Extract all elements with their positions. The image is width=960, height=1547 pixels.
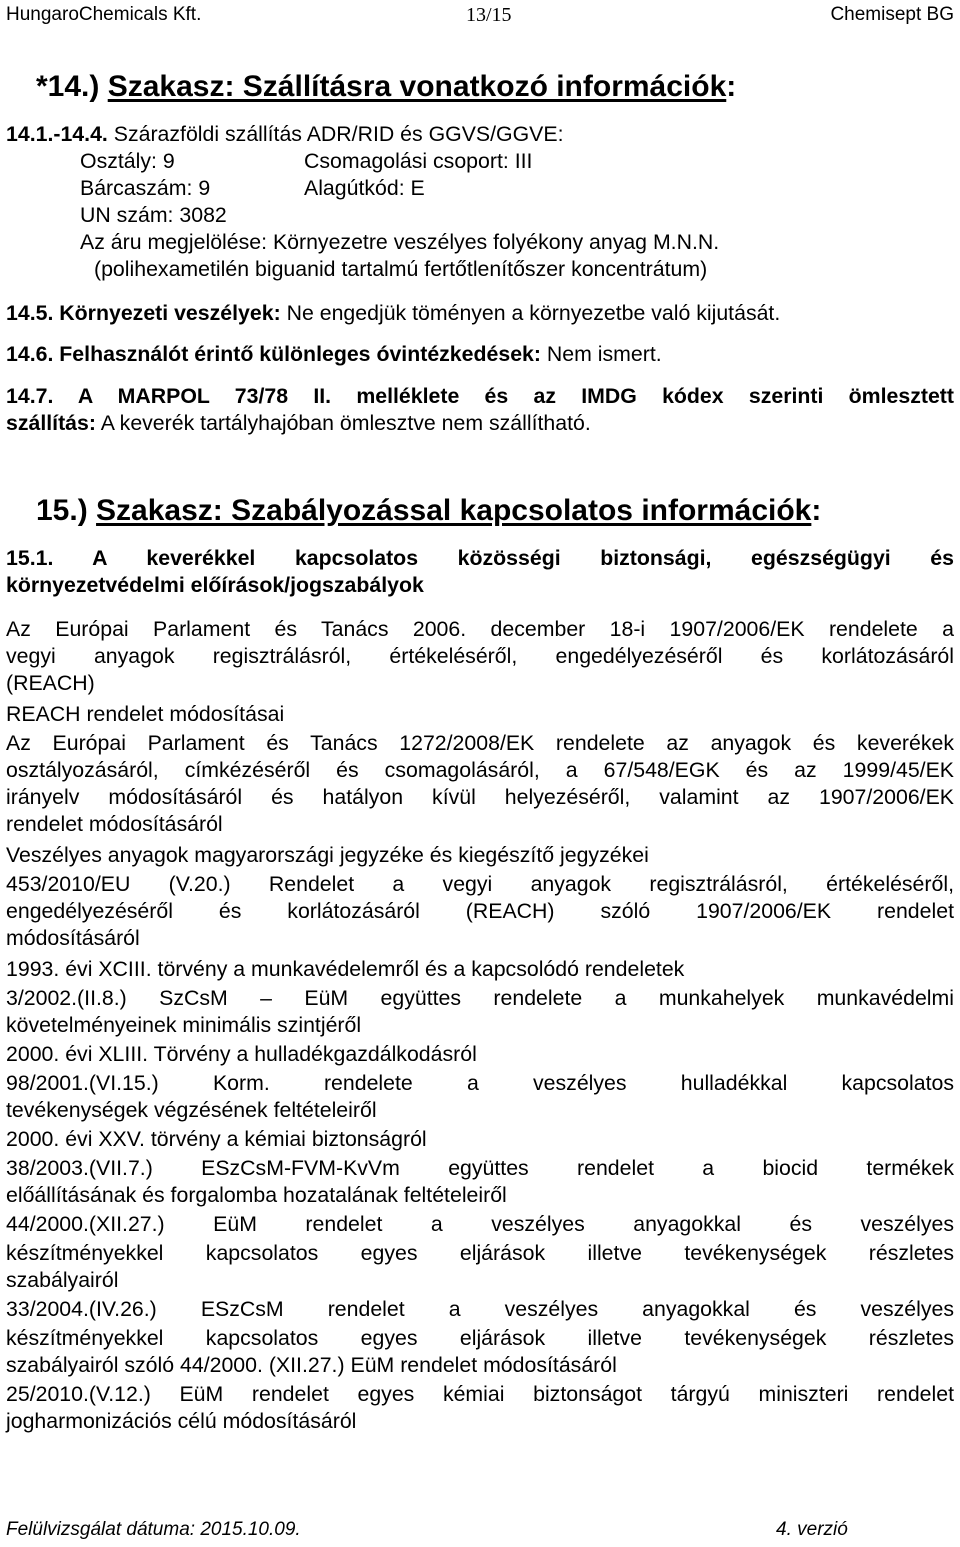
regulation-line: 25/2010.(V.12.) EüM rendelet egyes kémiai biztonságot tárgyú miniszteri rendelet — [6, 1382, 954, 1406]
company-name: HungaroChemicals Kft. — [6, 4, 202, 25]
regulation-line: Az Európai Parlament és Tanács 1272/2008/EK rendelete az anyagok és keverékek — [6, 731, 954, 755]
version-label: 4. verzió — [776, 1519, 848, 1540]
class-row: Osztály: 9 Csomagolási csoport: III — [80, 149, 533, 173]
subsection-15-1-cont: környezetvédelmi előírások/jogszabályok — [6, 573, 424, 597]
section-15-title: Szakasz: Szabályozással kapcsolatos információk — [96, 494, 812, 527]
regulation-line: engedélyezéséről és korlátozásáról (REACH) szóló 1907/2006/EK rendelet — [6, 899, 954, 923]
regulation-line: vegyi anyagok regisztrálásról, értékeléséről, engedélyezéséről és korlátozásáról — [6, 644, 954, 668]
section-14-number: *14.) — [36, 70, 100, 103]
subsection-14-7-cont: szállítás: A keverék tartályhajóban ömlesztve nem szállítható. — [6, 411, 591, 435]
regulation-line: Veszélyes anyagok magyarországi jegyzéke és kiegészítő jegyzékei — [6, 843, 649, 867]
regulation-line: irányelv módosításáról és hatályon kívül helyezéséről, valamint az 1907/2006/EK — [6, 785, 954, 809]
regulation-line: 3/2002.(II.8.) SzCsM – EüM együttes rendelete a munkahelyek munkavédelmi — [6, 986, 954, 1010]
barcode-row: Bárcaszám: 9 Alagútkód: E — [80, 176, 425, 200]
regulation-line: 453/2010/EU (V.20.) Rendelet a vegyi anyagok regisztrálásról, értékeléséről, — [6, 872, 954, 896]
designation-detail: (polihexametilén biguanid tartalmú fertőtlenítőszer koncentrátum) — [94, 257, 708, 281]
section-14-heading: *14.) Szakasz: Szállításra vonatkozó információk: — [36, 70, 737, 103]
subsection-14-7: 14.7. A MARPOL 73/78 II. melléklete és az IMDG kódex szerinti ömlesztett — [6, 384, 954, 408]
regulation-line: előállításának és forgalomba hozatalának feltételeiről — [6, 1183, 507, 1207]
regulation-line: tevékenységek végzésének feltételeiről — [6, 1098, 377, 1122]
regulation-line: rendelet módosításáról — [6, 812, 223, 836]
regulation-line: 44/2000.(XII.27.) EüM rendelet a veszélyes anyagokkal és veszélyes — [6, 1212, 954, 1236]
un-number: UN szám: 3082 — [80, 203, 227, 227]
regulation-line: jogharmonizációs célú módosításáról — [6, 1409, 357, 1433]
subsection-15-1: 15.1. A keverékkel kapcsolatos közösségi biztonsági, egészségügyi és — [6, 546, 954, 570]
regulation-line: REACH rendelet módosításai — [6, 702, 285, 726]
regulation-line: szabályairól szóló 44/2000. (XII.27.) EüM rendelet módosításáról — [6, 1353, 617, 1377]
page-number: 13/15 — [466, 4, 512, 26]
regulation-line: 98/2001.(VI.15.) Korm. rendelete a veszélyes hulladékkal kapcsolatos — [6, 1071, 954, 1095]
section-15-number: 15.) — [36, 494, 88, 527]
section-15-heading: 15.) Szakasz: Szabályozással kapcsolatos információk: — [36, 494, 822, 527]
regulation-line: szabályairól — [6, 1268, 119, 1292]
product-name: Chemisept BG — [830, 4, 954, 25]
regulation-line: 33/2004.(IV.26.) ESzCsM rendelet a veszélyes anyagokkal és veszélyes — [6, 1297, 954, 1321]
regulation-line: készítményekkel kapcsolatos egyes eljárások illetve tevékenységek részletes — [6, 1241, 954, 1265]
regulation-line: 2000. évi XXV. törvény a kémiai biztonságról — [6, 1127, 427, 1151]
page-header — [6, 4, 954, 28]
regulation-line: 2000. évi XLIII. Törvény a hulladékgazdálkodásról — [6, 1042, 477, 1066]
regulation-line: 1993. évi XCIII. törvény a munkavédelemről és a kapcsolódó rendeletek — [6, 957, 685, 981]
revision-date: Felülvizsgálat dátuma: 2015.10.09. — [6, 1519, 301, 1540]
regulation-line: követelményeinek minimális szintjéről — [6, 1013, 362, 1037]
regulation-line: készítményekkel kapcsolatos egyes eljárások illetve tevékenységek részletes — [6, 1326, 954, 1350]
regulation-line: módosításáról — [6, 926, 140, 950]
subsection-14-1: 14.1.-14.4. Szárazföldi szállítás ADR/RID és GGVS/GGVE: — [6, 122, 564, 146]
regulation-line: Az Európai Parlament és Tanács 2006. december 18-i 1907/2006/EK rendelete a — [6, 617, 954, 641]
regulation-line: (REACH) — [6, 671, 95, 695]
subsection-14-5: 14.5. Környezeti veszélyek: Ne engedjük töményen a környezetbe való kijutását. — [6, 301, 781, 325]
regulation-line: osztályozásáról, címkézéséről és csomagolásáról, a 67/548/EGK és az 1999/45/EK — [6, 758, 954, 782]
designation: Az áru megjelölése: Környezetre veszélyes folyékony anyag M.N.N. — [80, 230, 720, 254]
section-14-title: Szakasz: Szállításra vonatkozó információk — [107, 70, 727, 103]
regulation-line: 38/2003.(VII.7.) ESzCsM-FVM-KvVm együttes rendelet a biocid termékek — [6, 1156, 954, 1180]
subsection-14-6: 14.6. Felhasználót érintő különleges óvintézkedések: Nem ismert. — [6, 342, 662, 366]
